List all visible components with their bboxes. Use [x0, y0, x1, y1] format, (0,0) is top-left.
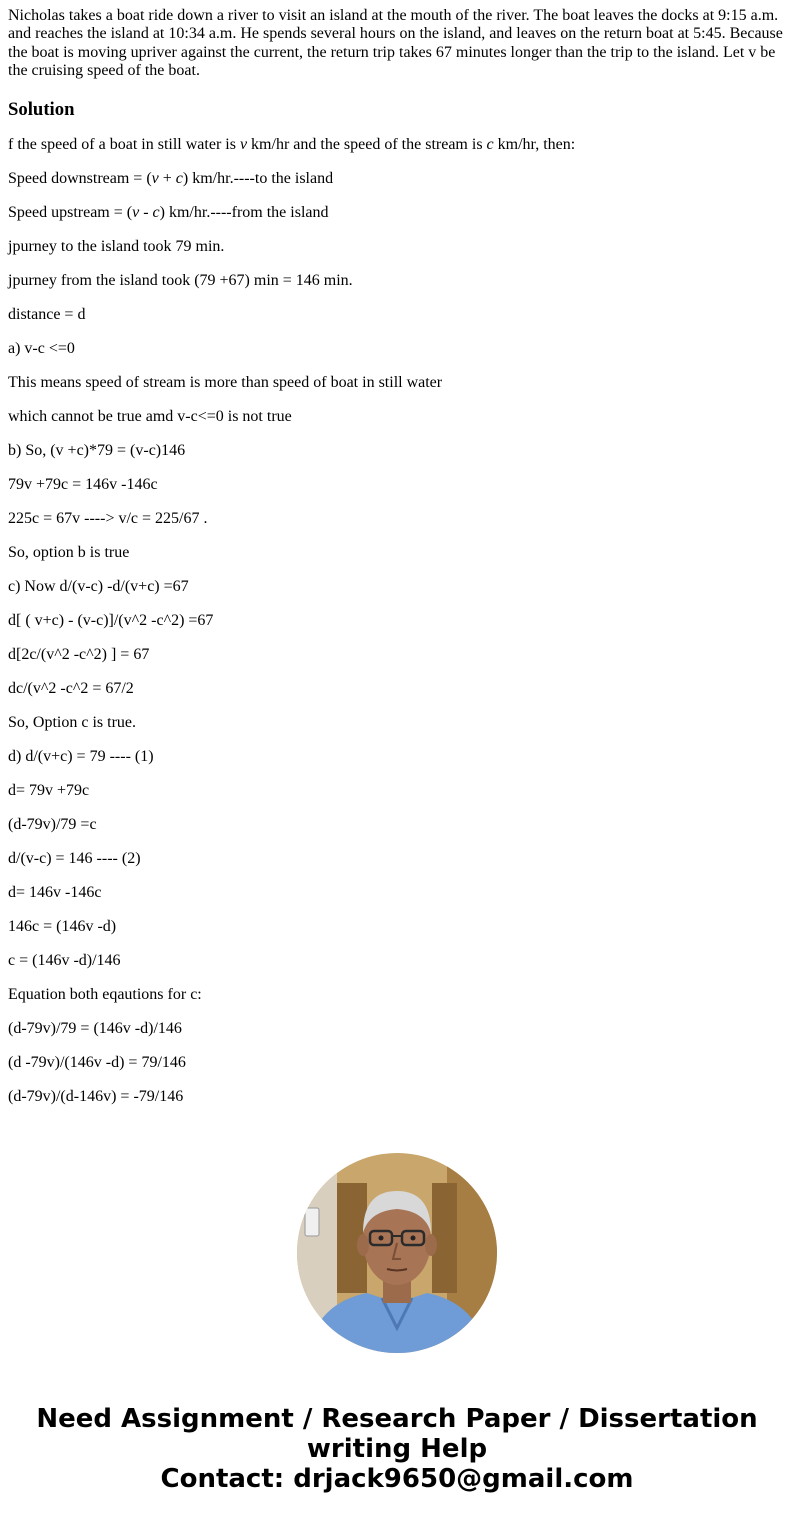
solution-line: dc/(v^2 -c^2 = 67/2 [8, 679, 134, 697]
tutor-avatar [297, 1153, 497, 1353]
downstream-text: Speed downstream = ( [8, 169, 152, 187]
var-v: v [132, 203, 140, 221]
document-body [8, 7, 786, 1106]
solution-line: 79v +79c = 146v -146c [8, 475, 158, 493]
solution-line: 225c = 67v ----> v/c = 225/67 . [8, 509, 208, 527]
solution-line: b) So, (v +c)*79 = (v-c)146 [8, 441, 186, 459]
solution-line: Equation both eqautions for c: [8, 985, 202, 1003]
solution-line: d= 146v -146c [8, 883, 102, 901]
solution-line: d) d/(v+c) = 79 ---- (1) [8, 747, 154, 765]
upstream-line [8, 204, 786, 222]
intro-text: f the speed of a boat in still water is [8, 135, 240, 153]
solution-line: d[2c/(v^2 -c^2) ] = 67 [8, 645, 150, 663]
solution-line: This means speed of stream is more than speed of boat in still water [8, 373, 443, 391]
downstream-text: ) km/hr.----to the island [182, 169, 334, 187]
solution-line: c) Now d/(v-c) -d/(v+c) =67 [8, 577, 189, 595]
intro-text: km/hr, then: [493, 135, 576, 153]
downstream-line [8, 170, 786, 188]
solution-line: (d-79v)/79 = (146v -d)/146 [8, 1019, 182, 1037]
solution-line: which cannot be true amd v-c<=0 is not true [8, 407, 292, 425]
intro-line [8, 136, 786, 154]
upstream-text: - [139, 203, 153, 221]
footer-contact: Contact: drjack9650@gmail.com [160, 1464, 634, 1494]
intro-text: km/hr and the speed of the stream is [247, 135, 487, 153]
solution-line: So, Option c is true. [8, 713, 136, 731]
solution-line: distance = d [8, 305, 86, 323]
solution-line: d[ ( v+c) - (v-c)]/(v^2 -c^2) =67 [8, 611, 214, 629]
solution-line: d= 79v +79c [8, 781, 90, 799]
var-c: c [175, 169, 183, 187]
footer-line-2: writing Help [306, 1434, 488, 1464]
promo-footer [0, 1404, 794, 1494]
solution-line: 146c = (146v -d) [8, 917, 117, 935]
solution-line: (d-79v)/(d-146v) = -79/146 [8, 1087, 184, 1105]
footer-line-1: Need Assignment / Research Paper / Dissertation [36, 1404, 758, 1434]
var-v: v [239, 135, 248, 153]
solution-line: (d -79v)/(146v -d) = 79/146 [8, 1053, 186, 1071]
solution-heading: Solution [8, 98, 75, 120]
downstream-text: + [158, 169, 176, 187]
question-text: Nicholas takes a boat ride down a river to visit an island at the mouth of the river. The boat leaves the docks at 9:15 a.m. and reaches the island at 10:34 a.m. He spends several hours on the island, and leaves on the return boat at 5:45. Because the boat is moving upriver against the current, the return trip takes 67 minutes longer than the trip to the island. Let v be the cruising speed of the boat. [8, 7, 783, 80]
var-c: c [152, 203, 160, 221]
var-v: v [151, 169, 159, 187]
upstream-text: ) km/hr.----from the island [159, 203, 329, 221]
solution-line: (d-79v)/79 =c [8, 815, 97, 833]
solution-line: jpurney to the island took 79 min. [8, 237, 225, 255]
upstream-text: Speed upstream = ( [8, 203, 133, 221]
solution-line: jpurney from the island took (79 +67) min = 146 min. [8, 271, 353, 289]
solution-line: c = (146v -d)/146 [8, 951, 121, 969]
var-c: c [486, 135, 494, 153]
person-photo-icon [297, 1153, 497, 1353]
solution-line: d/(v-c) = 146 ---- (2) [8, 849, 141, 867]
solution-line: So, option b is true [8, 543, 130, 561]
solution-line: a) v-c <=0 [8, 339, 75, 357]
